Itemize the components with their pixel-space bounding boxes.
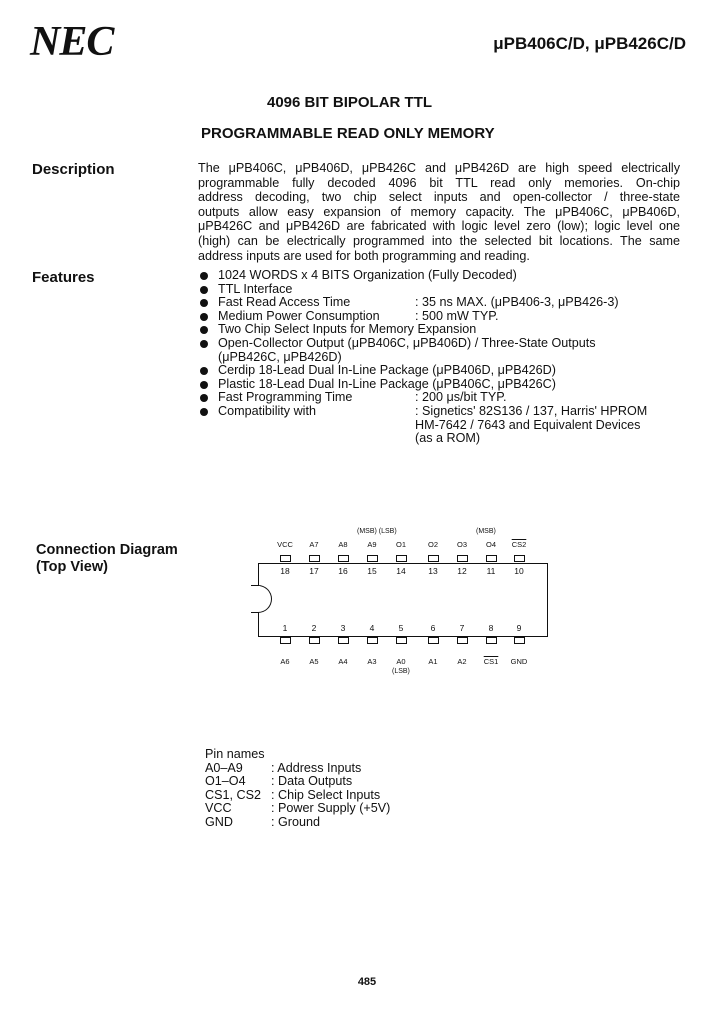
msb-lsb-annotation: (MSB) (LSB) [357,528,397,535]
pin-label-a6: A6 [280,657,290,666]
pin-14 [396,555,407,562]
pin-number: 7 [459,623,465,633]
pin-name: GND [205,814,233,829]
bullet-icon [200,367,208,375]
feature-item [198,337,688,351]
description-heading: Description [32,161,115,178]
pin-number: 2 [311,623,317,633]
pin-17 [309,555,320,562]
pin-12 [457,555,468,562]
pin-9 [514,637,525,644]
bullet-icon [200,381,208,389]
feature-label: Open-Collector Output (μPB406C, μPB406D) / Three-State Outputs [218,335,596,350]
pin-number: 9 [516,623,522,633]
bullet-icon [200,340,208,348]
pin-label-a9: A9 [367,540,377,549]
feature-label: Cerdip 18-Lead Dual In-Line Package (μPB406D, μPB426D) [218,363,556,378]
pin-description: : Ground [271,814,321,829]
pin-7 [457,637,468,644]
pin-15 [367,555,378,562]
pin-number: 6 [430,623,436,633]
feature-item [198,364,688,378]
msb-annotation: (MSB) [476,528,496,535]
title-line-2: PROGRAMMABLE READ ONLY MEMORY [201,125,495,142]
feature-value: : 200 μs/bit TYP. [415,390,507,405]
part-numbers: μPB406C/D, μPB426C/D [493,34,686,53]
feature-item [198,419,688,433]
feature-label: Medium Power Consumption [218,308,380,323]
pin-number: 17 [309,566,319,576]
nec-logo: NEC [30,19,114,65]
pin-10 [514,555,525,562]
feature-item [198,432,688,446]
title-line-1: 4096 BIT BIPOLAR TTL [267,94,433,111]
pin-label-a0: A0 [396,657,406,666]
bullet-icon [200,313,208,321]
feature-item [198,405,688,419]
bullet-icon [200,299,208,307]
pin-5 [396,637,407,644]
pin-name: A0–A9 [205,760,243,775]
pin-16 [338,555,349,562]
pin-number: 15 [367,566,377,576]
pin-name-row [205,762,390,776]
features-heading: Features [32,269,95,286]
pin-13 [428,555,439,562]
description-text [198,161,680,263]
feature-label: Plastic 18-Lead Dual In-Line Package (μPB406C, μPB426C) [218,376,556,391]
feature-value: : Signetics' 82S136 / 137, Harris' HPROM [415,403,648,418]
pin-names-heading: Pin names [205,747,265,761]
feature-label: (μPB426C, μPB426D) [218,349,342,364]
pin-label-a5: A5 [309,657,319,666]
feature-item [198,351,688,365]
description-line: μPB426C and μPB426D are fabricated with logic level zero (low); logic level one [198,219,680,234]
feature-item [198,323,688,337]
feature-item [198,391,688,405]
pin-name-row [205,789,390,803]
pin-name: VCC [205,801,232,816]
feature-label: TTL Interface [218,281,293,296]
feature-item [198,283,688,297]
description-line: address inputs are used for both programming and reading. [198,248,530,263]
description-line: programmable fully decoded 4096 bit TTL read only memories. On-chip [198,175,680,190]
pin-name-row [205,802,390,816]
pin-description: : Chip Select Inputs [271,787,381,802]
pin-number: 14 [396,566,406,576]
pin-number: 8 [488,623,494,633]
pin-number: 10 [514,566,524,576]
feature-item [198,296,688,310]
feature-value: (as a ROM) [415,431,481,446]
feature-label: Fast Programming Time [218,390,353,405]
pin-label-vcc: VCC [277,540,293,549]
bullet-icon [200,326,208,334]
pin-label-a2: A2 [457,657,467,666]
pin-name-row [205,816,390,830]
feature-label: Compatibility with [218,403,316,418]
page-number: 485 [357,976,377,988]
pin-2 [309,637,320,644]
pin-label-o3: O3 [456,540,467,549]
pin-label-a7: A7 [309,540,319,549]
pin-names-table [205,748,390,830]
feature-value: : 35 ns MAX. (μPB406-3, μPB426-3) [415,295,619,310]
feature-item [198,378,688,392]
pin-number: 1 [282,623,288,633]
pin-number: 3 [340,623,346,633]
pin-label-o1: O1 [395,540,406,549]
pin-label-a3: A3 [367,657,377,666]
pin-number: 11 [486,566,496,576]
pin-label-a8: A8 [338,540,348,549]
bullet-icon [200,286,208,294]
pin-number: 16 [338,566,348,576]
pin-number: 4 [369,623,375,633]
description-line: (high) can be electrically programmed into the selected bit locations. The same [198,233,680,248]
feature-item [198,269,688,283]
features-list [198,269,688,446]
pin-label-a1: A1 [428,657,438,666]
pin-18 [280,555,291,562]
bullet-icon [200,408,208,416]
pin-6 [428,637,439,644]
pin-number: 12 [457,566,467,576]
pin-4 [367,637,378,644]
lsb-annotation: (LSB) [392,668,410,675]
feature-label: Fast Read Access Time [218,295,351,310]
pin-label-a4: A4 [338,657,348,666]
feature-value: : 500 mW TYP. [415,308,499,323]
pin-8 [486,637,497,644]
pin-number: 5 [398,623,404,633]
bullet-icon [200,394,208,402]
pin-name-row [205,775,390,789]
feature-label: 1024 WORDS x 4 BITS Organization (Fully Decoded) [218,268,517,282]
feature-value: HM-7642 / 7643 and Equivalent Devices [415,417,641,432]
pin-label-o2: O2 [427,540,438,549]
connection-diagram-subtitle: (Top View) [36,559,108,575]
connection-diagram-heading [36,542,178,576]
feature-item [198,310,688,324]
pin-label-cs2: CS2 [511,540,527,549]
pin-names-rows [205,762,390,830]
pin-description: : Power Supply (+5V) [271,801,391,816]
pin-label-o4: O4 [485,540,496,549]
description-line: address decoding, two chip select inputs and open-collector / three-state [198,190,680,205]
description-line: outputs allow easy expansion of memory capacity. The μPB406C, μPB406D, [198,204,680,219]
pin-number: 13 [428,566,438,576]
pin-1 [280,637,291,644]
pin-description: : Address Inputs [271,760,362,775]
pin-description: : Data Outputs [271,774,353,789]
pin-11 [486,555,497,562]
bullet-icon [200,272,208,280]
feature-label: Two Chip Select Inputs for Memory Expansion [218,322,477,337]
pin-number: 18 [280,566,290,576]
pin-name: O1–O4 [205,774,246,789]
pin-3 [338,637,349,644]
pin-label-gnd: GND [510,657,528,666]
pin-label-cs1: CS1 [483,657,499,666]
pin-name: CS1, CS2 [205,787,261,802]
description-line: The μPB406C, μPB406D, μPB426C and μPB426D are high speed electrically [198,161,680,175]
connection-diagram-title: Connection Diagram [36,542,178,558]
